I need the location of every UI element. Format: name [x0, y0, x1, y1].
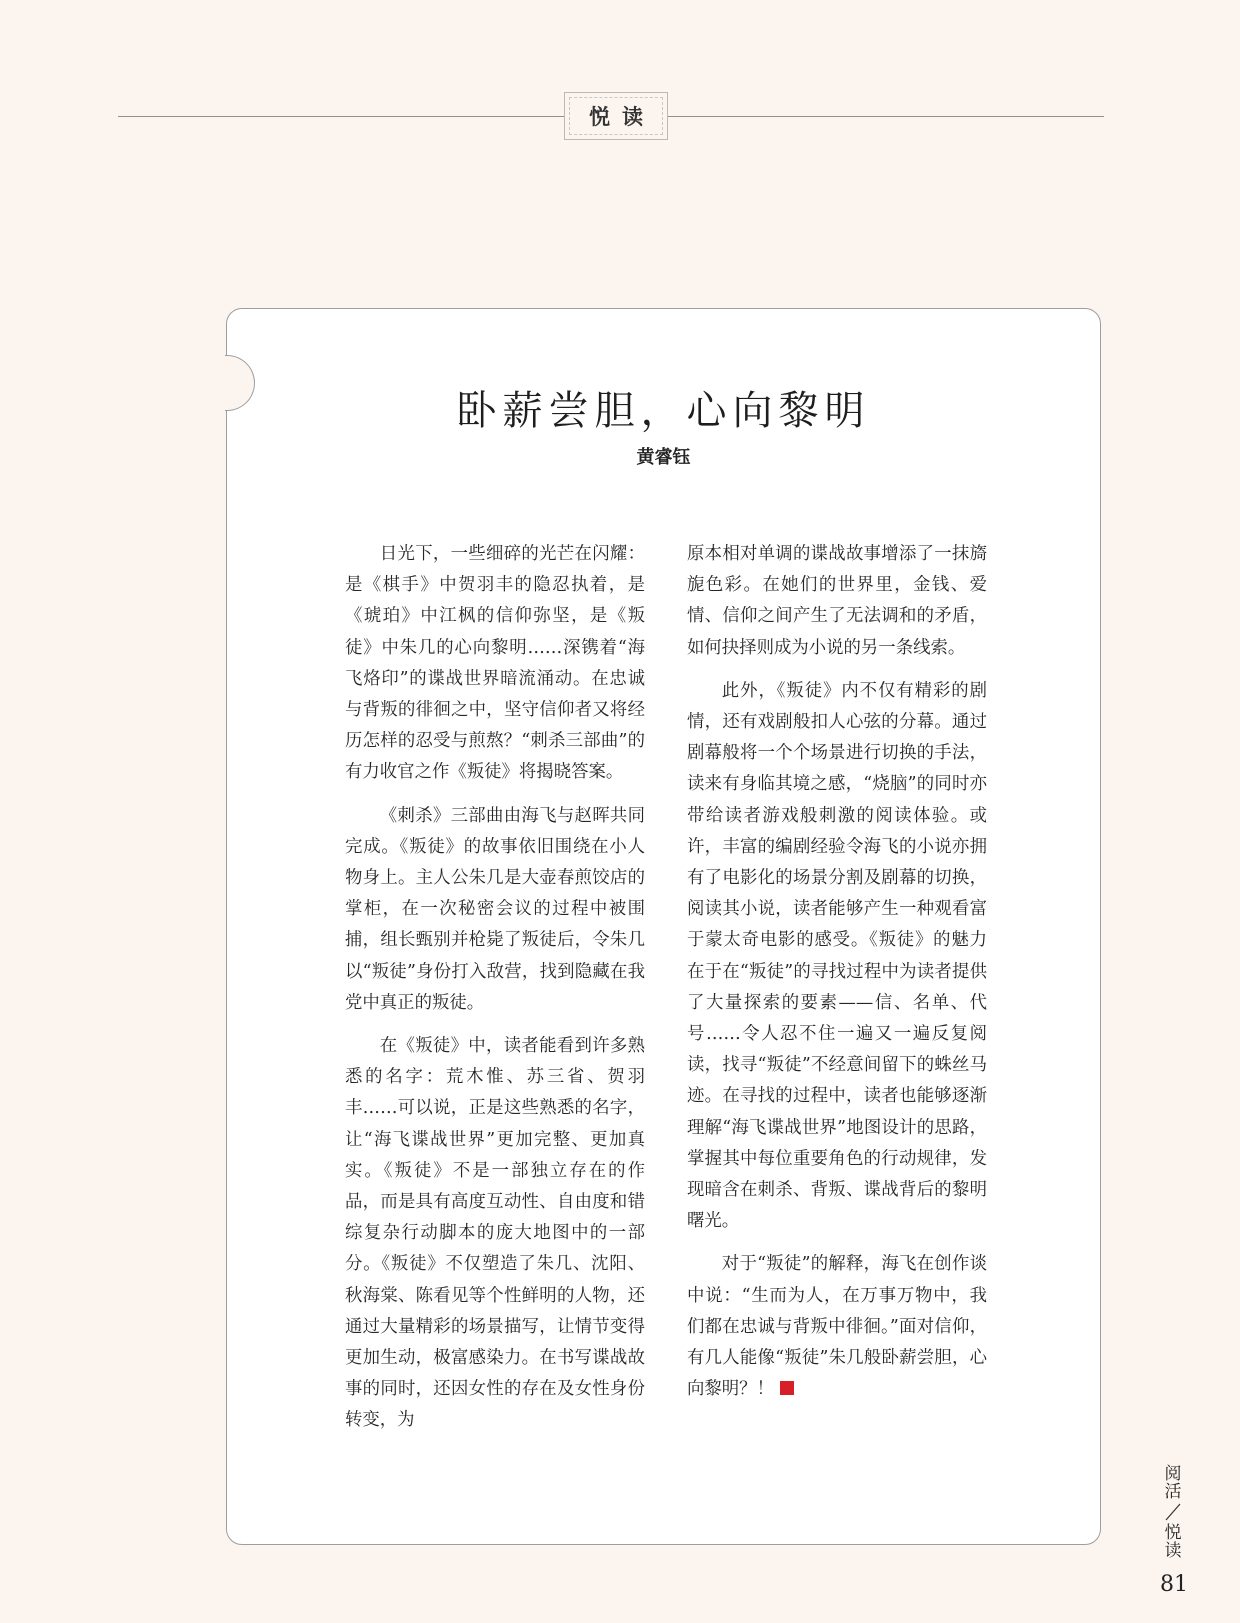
article-paragraph-last [687, 1249, 987, 1405]
magazine-name: 阅活 [1164, 1464, 1182, 1502]
end-of-article-mark [780, 1381, 794, 1395]
article-card [226, 308, 1101, 1545]
section-tag-label: 悦读 [589, 104, 655, 129]
footer-section-name: 悦读 [1164, 1523, 1182, 1561]
article-title: 卧薪尝胆，心向黎明 [456, 388, 871, 434]
divider-slash-icon [1160, 1502, 1186, 1522]
article-paragraph: 原本相对单调的谍战故事增添了一抹旖旎色彩。在她们的世界里，金钱、爱情、信仰之间产生了无法调和的矛盾，如何抉择则成为小说的另一条线索。 [687, 544, 987, 658]
article-paragraph-text: 对于“叛徒”的解释，海飞在创作谈中说：“生而为人，在万事万物中，我们都在忠诚与背叛中徘徊。”面对信仰，有几人能像“叛徒”朱几般卧薪尝胆，心向黎明？！ [687, 1254, 987, 1400]
article-column-left [345, 539, 645, 1449]
article-paragraph: 日光下，一些细碎的光芒在闪耀：是《棋手》中贺羽丰的隐忍执着，是《琥珀》中江枫的信仰弥坚，是《叛徒》中朱几的心向黎明……深镌着“海飞烙印”的谍战世界暗流涌动。在忠诚与背叛的徘徊之中，坚守信仰者又将经历怎样的忍受与煎熬？“刺杀三部曲”的有力收官之作《叛徒》将揭晓答案。 [345, 544, 645, 783]
article-paragraph: 在《叛徒》中，读者能看到许多熟悉的名字：荒木惟、苏三省、贺羽丰……可以说，正是这些熟悉的名字，让“海飞谍战世界”更加完整、更加真实。《叛徒》不是一部独立存在的作品，而是具有高度互动性、自由度和错综复杂行动脚本的庞大地图中的一部分。《叛徒》不仅塑造了朱几、沈阳、秋海棠、陈看见等个性鲜明的人物，还通过大量精彩的场景描写，让情节变得更加生动，极富感染力。在书写谍战故事的同时，还因女性的存在及女性身份转变，为 [345, 1036, 645, 1431]
article-author: 黄睿钰 [636, 447, 691, 468]
article-paragraph: 《刺杀》三部曲由海飞与赵晖共同完成。《叛徒》的故事依旧围绕在小人物身上。主人公朱几是大壶春煎饺店的掌柜，在一次秘密会议的过程中被围捕，组长甄别并枪毙了叛徒后，令朱几以“叛徒”身份打入敌营，找到隐藏在我党中真正的叛徒。 [345, 805, 645, 1013]
article-column-right [687, 539, 987, 1417]
section-tag [564, 92, 668, 140]
page-number: 81 [1160, 1572, 1188, 1597]
article-paragraph: 此外，《叛徒》内不仅有精彩的剧情，还有戏剧般扣人心弦的分幕。通过剧幕般将一个个场景进行切换的手法，读来有身临其境之感，“烧脑”的同时亦带给读者游戏般刺激的阅读体验。或许，丰富的编剧经验令海飞的小说亦拥有了电影化的场景分割及剧幕的切换，阅读其小说，读者能够产生一种观看富于蒙太奇电影的感受。《叛徒》的魅力在于在“叛徒”的寻找过程中为读者提供了大量探索的要素——信、名单、代号……令人忍不住一遍又一遍反复阅读，找寻“叛徒”不经意间留下的蛛丝马迹。在寻找的过程中，读者也能够逐渐理解“海飞谍战世界”地图设计的思路，掌握其中每位重要角色的行动规律，发现暗含在刺杀、背叛、谍战背后的黎明曙光。 [687, 680, 987, 1232]
